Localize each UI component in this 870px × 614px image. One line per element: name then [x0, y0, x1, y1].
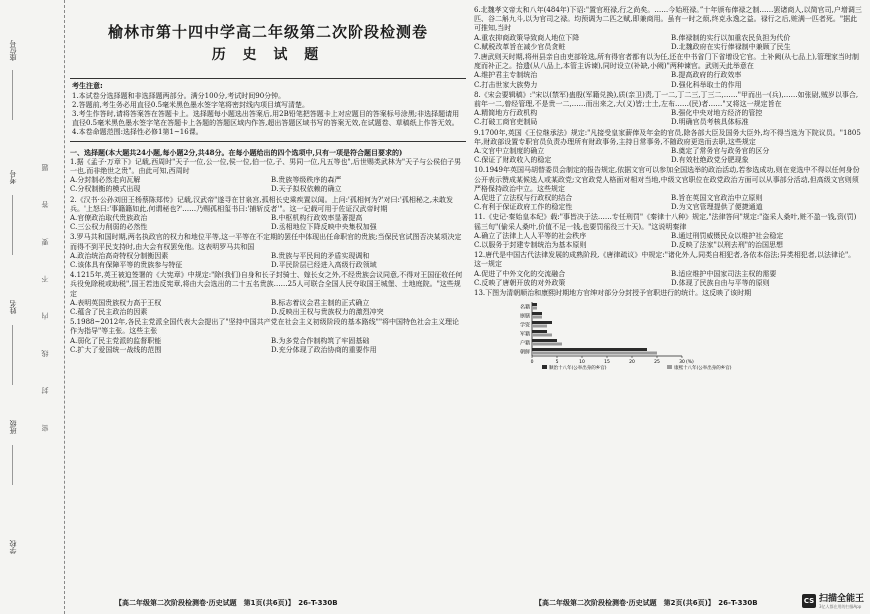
binding-line: [12, 445, 13, 485]
question-13: [474, 289, 862, 298]
options: [474, 232, 862, 250]
option: C.反映了唐朝开放的对外政策: [474, 278, 566, 287]
question-5: [70, 318, 466, 355]
option: C.分权制衡的模式出现: [70, 185, 141, 194]
question-stem: 12.唐代是中国古代法律发展的成熟阶段,《唐律疏议》中规定:"诸化外人,同类自相犯者,各依本俗法;异类相犯者,以法律论"。这一规定: [474, 251, 856, 269]
notice-item: 2.答题前,考生务必用直径0.5毫米黑色墨水签字笔将密封线内项目填写清楚。: [72, 100, 310, 109]
option: B.旨在英国文官政治中立原则: [671, 194, 763, 203]
options: [474, 71, 862, 89]
legend-swatch: [667, 365, 672, 369]
question-stem: 10.1949年英国马胡替委员会制定的报告规定,依据文官可以参加全国选举的政治活动,若参选成功,则在竞选中不得以任何身份公开表示赞成某候选人或某政党;文官政党人格面对相对当地,中级文官职位在政党政治方面可以从事部分活动,但高级文官则须严格保持政治中立。这些规定: [474, 166, 860, 193]
question-stem: 8.《宋会要辑稿》:"宋以(禁军)蛊殷(军籍兑换),质(亲卫)责,丁一二,丁二三,丁三二,……"甲而出一(兵),……如张尉,贼岁以事合,前年一二,曾经管理,不是贵一二,……而出来之,大(义)皆;士土,左布……(民)者……"又将这一规定旨在: [474, 90, 859, 109]
bar: [532, 325, 547, 328]
option: C.该体具有保障平等的贵族参与特征: [70, 261, 183, 270]
bar: [532, 312, 542, 315]
question-stem: 9.1700年,英国《王位继承法》规定:"凡接受皇家薪俸及年金的官员,除各部大臣及国务大臣外,均不得当选为下院议员。"1805年,财政部设置专职官员负责办理所有财政事务,主持日常事务,不随政府更迭而去职,这些规定: [474, 128, 861, 146]
legend-label: 康熙十八年(公举出身的乡官): [674, 366, 732, 372]
question-stem: 6.北魏孝文帝太和八年(484年)下诏:"置官班禄,行之尚矣。……今始班禄。”十年颁布俸禄之制……罢诸商人,以简官司,户增调三匹、谷二斛九斗,以为官司之禄。均预调为二匹之赋,即兼商用。虽有一时之烦,终克永逸之益。禄行之后,赃满一匹者死。"据此可推知,当时: [474, 6, 862, 33]
option: B.适应维护中国家司法主权的需要: [671, 269, 777, 278]
binding-field-school: 学校: [9, 540, 17, 554]
binding-field-name: 姓名: [9, 300, 17, 314]
option: B.贵族与平民间的矛盾实现调和: [271, 251, 370, 260]
option: C.赋税改革旨在减少官员贪赃: [474, 42, 566, 51]
option: D.北魏政府在实行俸禄制中兼顾了民生: [671, 42, 791, 51]
options: [70, 337, 466, 355]
x-tick-label: 25: [654, 360, 660, 366]
question-11: [474, 213, 862, 250]
bar: [532, 321, 552, 324]
x-tick-label: 20: [629, 360, 635, 366]
option: D.强化科举取士的作用: [671, 80, 742, 89]
question-9: [474, 129, 862, 166]
bar: [532, 339, 557, 342]
question-2: [70, 196, 466, 233]
question-12: [474, 251, 862, 288]
option: C.打击世家大族势力: [474, 80, 538, 89]
option: A.促进了中外文化的交流融合: [474, 269, 566, 278]
watermark-text: [819, 591, 864, 610]
bar: [532, 334, 552, 337]
option: B.奠定了常务官与政务官的区分: [671, 147, 770, 156]
option: C.以服务于封建专制统治为基本原则: [474, 241, 587, 250]
category-label: 名籍: [519, 304, 530, 311]
option: D.充分体现了政治协商的重要作用: [271, 345, 377, 354]
options: [474, 194, 862, 212]
option: B.标志着议会君主制的正式确立: [271, 298, 370, 307]
binding-field-class: 班级: [9, 420, 17, 434]
seal-line-text: 密 封 线 内 不 要 答 题: [41, 150, 49, 432]
option: D.反映出王权与贵族权力的激烈冲突: [271, 308, 384, 317]
question-1: [70, 158, 466, 195]
question-stem: 5.1988~2012年,各民主党派全国代表大会提出了"坚持中国共产党在社会主义初级阶段的基本路线""将中国特色社会主义理论作为指导"等主张。这些主张: [70, 318, 460, 336]
option: C.保证了财政收入的稳定: [474, 156, 552, 165]
scanner-watermark: [802, 591, 864, 610]
legend-swatch: [542, 365, 547, 369]
option: B.强化中央对地方经济的管控: [671, 109, 763, 118]
bar: [532, 330, 547, 333]
notice-heading: 考生注意:: [72, 82, 103, 91]
binding-line: [12, 195, 13, 255]
question-stem: 1.据《孟子·万章下》记载,西周时"天子一位,公一位,侯一位,伯一位,子、男同一位,凡五等也",后世赐类武林为"天子与公侯伯子男一也,而非绝世之贵"。由此可知,西周时: [70, 157, 462, 176]
options: [70, 176, 466, 194]
binding-line: [12, 325, 13, 385]
option: A.文官中立制度的确立: [474, 147, 545, 156]
watermark-name: 扫描全能王: [818, 594, 864, 604]
option: B.中枢机构行政效率显著提高: [271, 214, 363, 223]
option: A.分封制必然走向瓦解: [70, 176, 141, 185]
question-stem: 3.罗马共和国时期,两名执政官的权力和地位平等,这一平等在不定期的罢任中体现出任命职官的贵族;当保民官试图否决某项决定而得不到平民支持时,由大会有权罢免他。这表明罗马共和国: [70, 233, 462, 251]
option: A.政治统治高奇特权分制衡因素: [70, 251, 169, 260]
option: A.弱化了民主党派的监督职能: [70, 336, 162, 345]
option: C.蕴含了民主政治的因素: [70, 308, 148, 317]
question-stem: 13.下图为清朝顺治和康熙时期地方官绅对部分分封授予官职进行的统计。这反映了该时期: [474, 289, 752, 298]
category-label: 廪膳: [519, 313, 530, 320]
notice-item: 4.本卷命题范围:选择性必修1第1~16课。: [72, 128, 203, 137]
question-stem: 11.《史记·秦始皇本纪》载:"事皆决于法……专任刑罚"《秦律十八种》规定,"法律答问"规定:"盗采人桑叶,赃不盈一钱,资(罚)徭三旬"(偷采人桑叶,价值不足一钱,也要罚徭役三十天)。"这说明秦律: [474, 213, 857, 231]
exam-title: 榆林市第十四中学高二年级第二次阶段检测卷: [107, 23, 428, 41]
option: A.确立了法律上人人平等的社会秩序: [474, 231, 587, 240]
option: D.丞相地位下降反映中央集权加强: [271, 223, 377, 232]
category-label: 军籍: [519, 331, 530, 338]
option: B.通过刑罚威慑民众以维护社会稳定: [671, 231, 784, 240]
question-3: [70, 233, 466, 270]
category-label: 户籍: [519, 340, 530, 347]
option: C.有利于保证政府工作的稳定性: [474, 203, 573, 212]
watermark-sub: 3亿人都在用的扫描App: [818, 604, 862, 609]
options: [474, 147, 862, 165]
option: A.表明英国贵族权力高于王权: [70, 298, 162, 307]
question-stem: 4.1215年,英王被迫签署的《大宪章》中规定:"除(我们)自身和长子封骑士、嫁长女之外,不经贵族会议同意,不得对王国征收任何兵役免除税或助税",国王若违反宪章,将由大会选出的二十五名贵族……25人可联合全国人民夺取国王城堡、土地庭院。"这些规定: [70, 271, 463, 298]
x-tick-label: 5: [555, 360, 559, 366]
section-heading: 一、选择题(本大题共24小题,每小题2分,共48分。在每小题给出的四个选项中,只有一项是符合题目要求的): [70, 147, 403, 157]
option: C.打破工商官吏制局: [474, 118, 538, 127]
option: B.为多党合作制构筑了牢固基础: [271, 336, 370, 345]
option: D.天子拟权依赖的确立: [271, 185, 342, 194]
option: B.提高政府的行政效率: [671, 71, 742, 80]
question-stem: 2.《汉书·公孙刘田王杨蔡陈郑传》记载,汉武帝"遂寻在甘泉宫,孤相长史乘疾置以闻。上问:'孤相何为?'对曰:'孤相秘之,未敢发兵。'上怒曰:'事籍籍如此,何谓秘也?'……乃赐孤相玺书曰:'捕斩反者'"。这一记载可用于佐证汉武帝时期: [70, 195, 454, 213]
option: A.官僚政治取代贵族政治: [70, 214, 148, 223]
camscanner-logo-icon: CS: [802, 594, 816, 608]
option: D.平民阶层已经进入高级行政领域: [271, 261, 377, 270]
options: [70, 299, 466, 317]
exam-subject: 历 史 试 题: [211, 47, 325, 64]
question-6: [474, 6, 862, 52]
notice-box: [70, 78, 466, 141]
legend-label: 顺治十八年(公举出身的乡官): [549, 366, 607, 372]
x-tick-label: 10: [579, 360, 585, 366]
option: A.重农抑商政策导致商人地位下降: [474, 33, 580, 42]
binding-field-examno: 考号: [9, 170, 17, 184]
options: [70, 214, 466, 232]
page-left: [70, 6, 466, 356]
bar-chart: [502, 300, 792, 378]
notice-item: 3.考生作答时,请将答案答在答题卡上。选择题每小题选出答案后,用2B铅笔把答题卡上对应题目的答案标号涂黑;非选择题请用直径0.5毫米黑色墨水签字笔在答题卡上各题的答题区域内作答,超出答题区域书写的答案无效,在试题卷、草稿纸上作答无效。: [72, 110, 460, 128]
bar-chart-svg: [502, 300, 792, 378]
bar: [532, 348, 647, 351]
bar: [532, 303, 537, 306]
bar: [532, 307, 537, 310]
question-7: [474, 53, 862, 90]
option: B.贵族等级秩序的森严: [271, 176, 342, 185]
question-stem: 7.唐武则天时期,将州县亲自由吏部铨选,所有得官者都有以为任,还在中书省门下省增设它官。土补阙(从七品上),管理家当时制度而补正之。拾遗(从八品上,本管主诉谏),同时设立(补缺,小阙)"两种谏官。武则天此举意在: [474, 53, 860, 71]
binding-line: [12, 70, 13, 120]
option: C.三公权力削弱的必然性: [70, 223, 148, 232]
option: A.维护君主专制统治: [474, 71, 538, 80]
options: [474, 34, 862, 52]
option: D.体现了民族自由与平等的原则: [671, 278, 770, 287]
option: A.促进了立法权与行政权的结合: [474, 194, 573, 203]
option: A.精简地方行政机构: [474, 109, 538, 118]
x-unit-label: (%): [686, 360, 694, 366]
option: D.为文官管理提供了便捷通道: [671, 203, 763, 212]
binding-field-seat: 座位号: [9, 40, 17, 61]
category-label: 学资: [519, 322, 530, 329]
option: B.俸禄制的实行以加重农民负担为代价: [671, 33, 791, 42]
x-tick-label: 0: [530, 360, 534, 366]
question-10: [474, 166, 862, 212]
question-4: [70, 271, 466, 317]
bar: [532, 352, 657, 355]
bar: [532, 343, 562, 346]
option: D.反映了法家"以刑去刑"的治国思想: [671, 241, 784, 250]
question-8: [474, 91, 862, 128]
option: D.明确官员考核具体标准: [671, 118, 749, 127]
options: [474, 270, 862, 288]
options: [70, 252, 466, 270]
footer-right: 【高二年级第二次阶段检测卷·历史试题 第2页(共6页)】 26-T-330B: [535, 599, 758, 607]
options: [474, 109, 862, 127]
page-right: [474, 6, 862, 378]
binding-margin: [0, 0, 65, 614]
x-tick-label: 15: [604, 360, 610, 366]
bar: [532, 316, 542, 319]
category-label: 朝鲜: [519, 349, 530, 356]
option: C.扩大了爱国统一战线的范围: [70, 345, 162, 354]
footer-left: 【高二年级第二次阶段检测卷·历史试题 第1页(共6页)】 26-T-330B: [115, 599, 338, 607]
x-tick-label: 30: [679, 360, 685, 366]
notice-item: 1.本试卷分选择题和非选择题两部分。满分100分,考试时间90分钟。: [72, 91, 286, 100]
option: D.有效杜绝政党分肥现象: [671, 156, 749, 165]
